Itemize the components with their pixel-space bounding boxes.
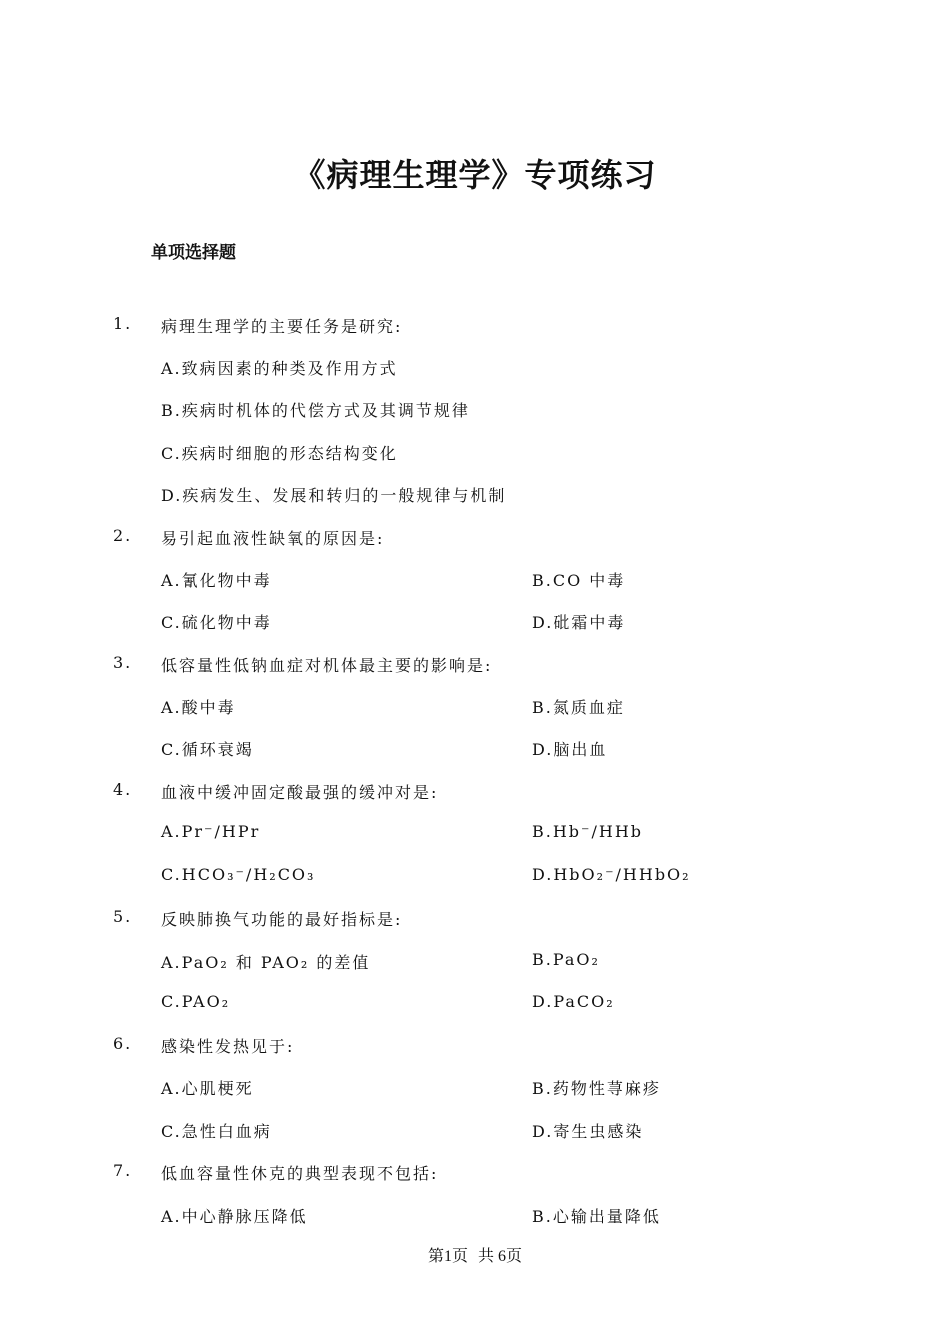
question-text: 易引起血液性缺氧的原因是: xyxy=(161,529,385,548)
option-b: B.药物性荨麻疹 xyxy=(532,1079,661,1098)
question-number: 2. xyxy=(113,526,133,545)
question-number: 7. xyxy=(113,1161,133,1180)
option-c: C.疾病时细胞的形态结构变化 xyxy=(161,444,398,463)
question-text: 反映肺换气功能的最好指标是: xyxy=(161,910,403,929)
option-c: C.硫化物中毒 xyxy=(161,613,272,632)
option-a: A.氰化物中毒 xyxy=(161,571,272,590)
option-c: C.PAO₂ xyxy=(161,992,231,1011)
option-a: A.致病因素的种类及作用方式 xyxy=(161,359,398,378)
question-number: 5. xyxy=(113,907,133,926)
document-title: 《病理生理学》专项练习 xyxy=(293,156,657,194)
option-b: B.疾病时机体的代偿方式及其调节规律 xyxy=(161,401,470,420)
question-number: 4. xyxy=(113,780,133,799)
option-c: C.循环衰竭 xyxy=(161,740,254,759)
option-a: A.Pr⁻/HPr xyxy=(161,822,261,841)
option-d: D.HbO₂⁻/HHbO₂ xyxy=(532,865,691,884)
question-text: 病理生理学的主要任务是研究: xyxy=(161,317,403,336)
page-current: 第1页 xyxy=(427,1248,468,1265)
option-b: B.PaO₂ xyxy=(532,950,600,969)
section-heading: 单项选择题 xyxy=(151,243,236,263)
page-footer xyxy=(0,1243,950,1266)
question-text: 血液中缓冲固定酸最强的缓冲对是: xyxy=(161,783,439,802)
option-c: C.HCO₃⁻/H₂CO₃ xyxy=(161,865,316,884)
option-b: B.氮质血症 xyxy=(532,698,625,717)
option-a: A.心肌梗死 xyxy=(161,1079,254,1098)
option-b: B.CO 中毒 xyxy=(532,571,626,590)
option-d: D.脑出血 xyxy=(532,740,608,759)
option-a: A.PaO₂ 和 PAO₂ 的差值 xyxy=(161,953,371,972)
question-number: 3. xyxy=(113,653,133,672)
option-a: A.酸中毒 xyxy=(161,698,236,717)
question-text: 低血容量性休克的典型表现不包括: xyxy=(161,1164,439,1183)
option-a: A.中心静脉压降低 xyxy=(161,1207,308,1226)
question-number: 1. xyxy=(113,314,133,333)
option-d: D.砒霜中毒 xyxy=(532,613,626,632)
question-number: 6. xyxy=(113,1034,133,1053)
option-d: D.疾病发生、发展和转归的一般规律与机制 xyxy=(161,486,507,505)
page-total: 共 6页 xyxy=(478,1248,523,1265)
option-b: B.心输出量降低 xyxy=(532,1207,661,1226)
question-text: 低容量性低钠血症对机体最主要的影响是: xyxy=(161,656,493,675)
question-text: 感染性发热见于: xyxy=(161,1037,295,1056)
option-c: C.急性白血病 xyxy=(161,1122,272,1141)
option-d: D.PaCO₂ xyxy=(532,992,615,1011)
option-b: B.Hb⁻/HHb xyxy=(532,822,644,841)
option-d: D.寄生虫感染 xyxy=(532,1122,644,1141)
